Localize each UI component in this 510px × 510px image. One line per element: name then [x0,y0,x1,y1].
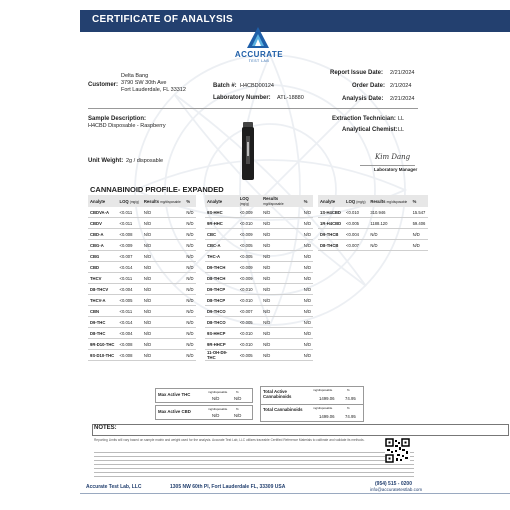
footer-divider [80,493,510,494]
loq-cell: <0.008 [118,339,142,350]
analyte-cell: CBC [205,229,238,240]
table-row [205,207,313,218]
loq-cell: <0.011 [118,207,142,218]
table-row [205,240,313,251]
percent-cell: N/D [302,295,313,306]
table-row [205,295,313,306]
analyte-cell: 1S-H4CBD [318,207,344,218]
result-cell: 1188.120 [368,218,410,229]
result-cell: N/D [368,229,410,240]
analyte-cell: D8-THCH [205,273,238,284]
col-analyte: Analyte [318,195,344,207]
table-row [205,284,313,295]
loq-cell: <0.005 [344,218,368,229]
table-row [318,240,428,251]
percent-cell: N/D [184,229,196,240]
percent-cell: N/D [184,328,196,339]
loq-cell: <0.011 [118,273,142,284]
fine-print-line [94,472,414,473]
percent-cell: N/D [184,218,196,229]
percent-cell: N/D [184,295,196,306]
analyte-cell: D9-THC [88,317,118,328]
loq-cell: <0.014 [118,317,142,328]
percent-cell: N/D [184,350,196,361]
analyte-cell: CBDV [88,218,118,229]
percent-cell: N/D [184,339,196,350]
analyte-cell: CBD [88,262,118,273]
result-cell: N/D [142,350,184,361]
analyte-cell: 9R-HHCP [205,339,238,350]
col-pct: % [184,195,196,207]
analyte-cell: D9-THCP [205,284,238,295]
footer-phone: (954) 515 - 0200 [375,481,412,487]
loq-cell: <0.008 [118,350,142,361]
analyte-cell: D8-THCB [318,240,344,251]
analyte-cell: CBDVA-A [88,207,118,218]
loq-cell: <0.009 [238,273,261,284]
disposable-device-image [240,122,256,180]
percent-cell: N/D [184,273,196,284]
cannabinoid-table-2 [205,195,313,361]
analyte-cell: CBD-A [88,229,118,240]
col-results: Results mg/disposable [142,195,184,207]
col-pct: % [411,195,428,207]
analyte-cell: CBG-A [88,240,118,251]
result-cell: N/D [261,328,302,339]
loq-cell: <0.007 [118,251,142,262]
result-cell: N/D [261,240,302,251]
analyte-cell: D8-THCV [88,284,118,295]
total-cannabinoids-box: Total Cannabinoids mg/disposable % 1499.06 74.95 [260,404,364,422]
col-analyte: Analyte [88,195,118,207]
analyte-cell: 9S-HHCP [205,328,238,339]
table-row [88,207,196,218]
notes-label: NOTES: [94,425,117,431]
analyte-cell: THCV-A [88,295,118,306]
percent-cell: N/D [302,339,313,350]
loq-cell: <0.010 [238,295,261,306]
extraction-technician-value: LL [398,116,405,122]
analyte-cell: CBC-A [205,240,238,251]
loq-cell: <0.010 [238,218,261,229]
percent-cell: N/D [302,306,313,317]
result-cell: N/D [261,317,302,328]
loq-cell: <0.010 [238,284,261,295]
analyte-cell: D9-THCB [318,229,344,240]
result-cell: 310.946 [368,207,410,218]
table-row [205,317,313,328]
col-analyte: Analyte [205,195,238,207]
order-date-label: Order Date: [352,83,386,89]
percent-cell: N/D [302,229,313,240]
table-row [205,306,313,317]
customer-label: Customer: [88,82,119,88]
percent-cell: N/D [302,317,313,328]
signature-line [360,165,415,166]
loq-cell: <0.008 [118,229,142,240]
percent-cell: N/D [184,251,196,262]
manager-signature: Kim Dang [375,153,411,161]
analyte-cell: D9-THCH [205,262,238,273]
result-cell: N/D [261,229,302,240]
loq-cell: <0.005 [238,350,261,361]
loq-cell: <0.007 [238,306,261,317]
table-row [88,317,196,328]
result-cell: N/D [261,251,302,262]
col-results: Results mg/disposable [368,195,410,207]
analyte-cell: CBG [88,251,118,262]
max-active-cbd-box: Max Active CBD mg/disposable % N/D N/D [155,405,253,420]
analysis-date-label: Analysis Date: [342,96,384,102]
fine-print-line [94,460,414,461]
qr-code-icon [385,438,410,463]
result-cell: N/D [142,317,184,328]
result-cell: N/D [142,306,184,317]
result-cell: N/D [142,284,184,295]
table-row [318,218,428,229]
loq-cell: <0.009 [118,240,142,251]
signature-title: Laboratory Manager [374,167,418,172]
analyte-cell: D8-THCP [205,295,238,306]
percent-cell: N/D [302,251,313,262]
fine-print-line [94,464,414,465]
lab-number-label: Laboratory Number: [213,95,271,101]
loq-cell: <0.010 [344,207,368,218]
loq-cell: <0.007 [344,240,368,251]
table-row [88,218,196,229]
loq-cell: <0.009 [238,207,261,218]
analyte-cell: 11-OH-D9-THC [205,350,238,361]
table-row [205,251,313,262]
percent-cell: N/D [411,240,428,251]
loq-cell: <0.011 [118,306,142,317]
percent-cell: N/D [184,306,196,317]
unit-weight-label: Unit Weight: [88,158,124,164]
logo-name: ACCURATE [234,50,284,59]
customer-name: Delta Bang [121,73,149,79]
cannabinoid-table-3 [318,195,428,251]
table-row [88,339,196,350]
document-title: CERTIFICATE OF ANALYSIS [92,14,233,25]
loq-cell: <0.004 [118,284,142,295]
percent-cell: N/D [184,240,196,251]
fine-print-line [94,468,414,469]
fine-print-line [94,476,414,477]
result-cell: N/D [142,339,184,350]
sample-description-value: H4CBD Disposable - Raspberry [88,123,166,129]
divider [88,108,418,109]
customer-address2: Fort Lauderdale, FL 33312 [121,87,186,93]
table-row [88,240,196,251]
table-row [88,295,196,306]
batch-value: H4CBD00124 [240,83,274,89]
loq-cell: <0.005 [238,240,261,251]
result-cell: N/D [261,273,302,284]
analyte-cell: 9R-HHC [205,218,238,229]
percent-cell: 15.547 [411,207,428,218]
table-row [318,207,428,218]
analyte-cell: 9R-D10-THC [88,339,118,350]
table-row [205,350,313,361]
disclaimer-text: Reporting Limits will vary based on sample matrix and weight used for the analysis. Accurate Test Lab, LLC utilizes traceable Certified Reference Materials to calibrate and validate its methods. [94,438,365,442]
percent-cell: N/D [184,317,196,328]
table-row [88,306,196,317]
table-row [205,328,313,339]
table-row [318,229,428,240]
percent-cell: N/D [302,207,313,218]
col-loq: LOQ (mg/g) [344,195,368,207]
result-cell: N/D [261,207,302,218]
analyte-cell: 1R-H4CBD [318,218,344,229]
result-cell: N/D [142,295,184,306]
result-cell: N/D [142,218,184,229]
table-row [205,262,313,273]
result-cell: N/D [261,262,302,273]
unit-weight-value: 2g / disposable [126,158,163,164]
analysis-date-value: 2/21/2024 [390,96,415,102]
table-row [88,273,196,284]
sample-description-label: Sample Description: [88,116,147,122]
result-cell: N/D [261,218,302,229]
result-cell: N/D [261,306,302,317]
logo-subtitle: TEST LAB [248,59,270,63]
percent-cell: N/D [302,273,313,284]
percent-cell: N/D [411,229,428,240]
result-cell: N/D [142,229,184,240]
loq-cell: <0.004 [118,328,142,339]
cannabinoid-table-1 [88,195,196,361]
table-row [88,229,196,240]
loq-cell: <0.014 [118,262,142,273]
col-loq: LOQ (mg/g) [238,195,261,207]
col-loq: LOQ (mg/g) [118,195,142,207]
loq-cell: <0.005 [238,317,261,328]
analyte-cell: 9S-D10-THC [88,350,118,361]
result-cell: N/D [142,251,184,262]
extraction-technician-label: Extraction Technician: [332,116,396,122]
loq-cell: <0.011 [118,218,142,229]
loq-cell: <0.004 [344,229,368,240]
percent-cell: N/D [302,350,313,361]
result-cell: N/D [261,339,302,350]
table-row [88,328,196,339]
analyte-cell: 9S-HHC [205,207,238,218]
result-cell: N/D [261,350,302,361]
lab-number-value: ATL-18880 [277,95,304,101]
percent-cell: N/D [184,262,196,273]
percent-cell: N/D [302,284,313,295]
table-row [88,262,196,273]
percent-cell: N/D [302,328,313,339]
customer-address1: 3790 SW 30th Ave [121,80,167,86]
table-row [88,251,196,262]
result-cell: N/D [142,240,184,251]
footer-email: info@accuratetestlab.com [370,487,423,492]
loq-cell: <0.010 [238,328,261,339]
loq-cell: <0.010 [238,339,261,350]
report-issue-label: Report Issue Date: [330,70,384,76]
percent-cell: N/D [184,207,196,218]
analyte-cell: THC-A [205,251,238,262]
batch-label: Batch #: [213,83,237,89]
col-results: Results mg/disposable [261,195,302,207]
result-cell: N/D [142,328,184,339]
accurate-logo-icon [246,26,270,50]
result-cell: N/D [142,207,184,218]
analyte-cell: THCV [88,273,118,284]
result-cell: N/D [142,273,184,284]
loq-cell: <0.005 [238,251,261,262]
loq-cell: <0.009 [238,262,261,273]
max-active-thc-box: Max Active THC mg/disposable % N/D N/D [155,388,253,403]
fine-print-line [94,456,414,457]
table-row [205,273,313,284]
result-cell: N/D [261,295,302,306]
fine-print-line [94,452,414,453]
analyte-cell: D9-THCO [205,306,238,317]
result-cell: N/D [368,240,410,251]
result-cell: N/D [261,284,302,295]
analyte-cell: D8-THCO [205,317,238,328]
loq-cell: <0.009 [238,229,261,240]
percent-cell: N/D [302,218,313,229]
footer-company: Accurate Test Lab, LLC [86,484,142,490]
percent-cell: N/D [302,262,313,273]
total-active-cannabinoids-box: Total Active Cannabinoids mg/disposable % 1499.06 74.95 [260,386,364,405]
cannabinoid-profile-title: CANNABINOID PROFILE- EXPANDED [90,185,224,194]
analyte-cell: D8-THC [88,328,118,339]
notes-box [92,424,509,436]
table-row [205,218,313,229]
percent-cell: N/D [302,240,313,251]
table-row [88,284,196,295]
table-row [88,350,196,361]
table-row [205,229,313,240]
table-row [205,339,313,350]
analytical-chemist-label: Analytical Chemist: [342,127,398,133]
order-date-value: 2/1/2024 [390,83,412,89]
percent-cell: 59.406 [411,218,428,229]
analytical-chemist-value: LL [398,127,405,133]
col-pct: % [302,195,313,207]
percent-cell: N/D [184,284,196,295]
footer-address: 1305 NW 60th Pl, Fort Lauderdale FL, 33309 USA [170,484,286,490]
report-issue-value: 2/21/2024 [390,70,415,76]
analyte-cell: CBN [88,306,118,317]
result-cell: N/D [142,262,184,273]
loq-cell: <0.005 [118,295,142,306]
